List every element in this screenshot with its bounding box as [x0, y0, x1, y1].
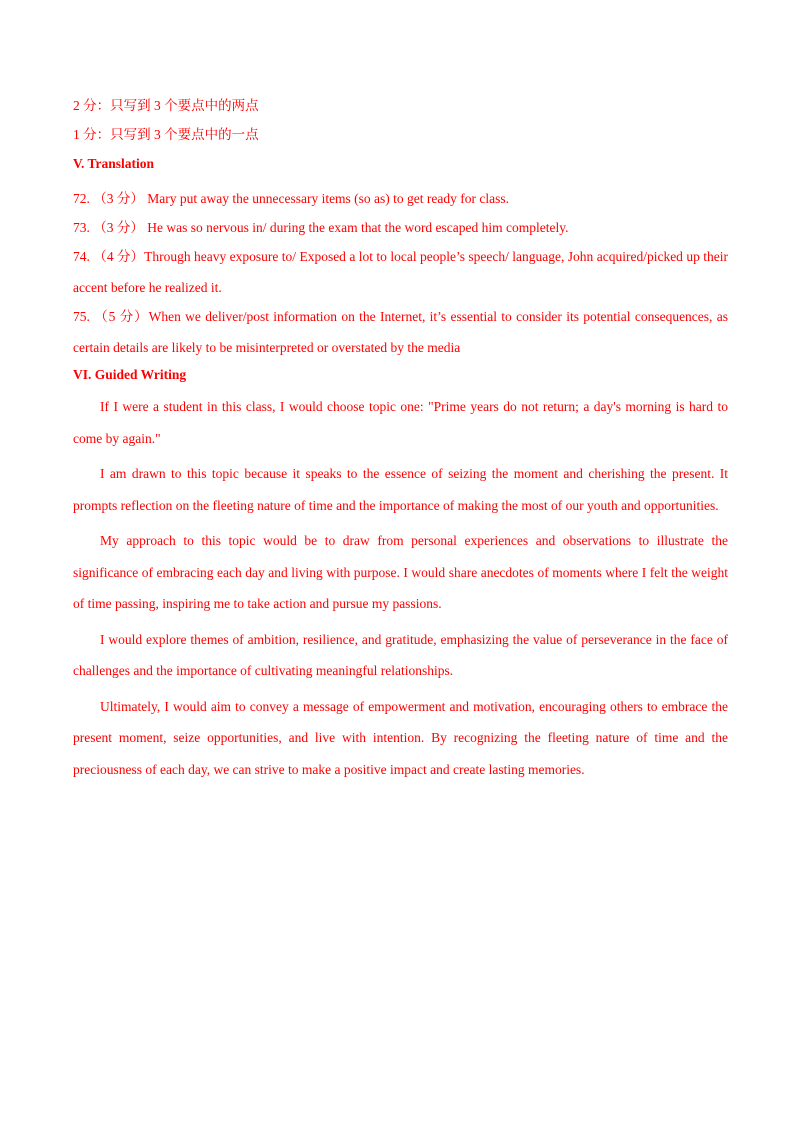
essay-paragraph: If I were a student in this class, I would choose topic one: "Prime years do not return; a day's morning is hard to come by again."	[73, 399, 728, 446]
guided-writing-heading: VI. Guided Writing	[73, 367, 187, 382]
scoring-line-2: 2 分：只写到 3 个要点中的两点	[73, 98, 259, 113]
essay-paragraph: Ultimately, I would aim to convey a message of empowerment and motivation, encouraging others to embrace the present moment, seize opportunities, and live with intention. By recognizing the fleeting nature of time and the preciousness of each day, we can strive to make a positive impact and create lasting memories.	[73, 698, 728, 777]
translation-heading: V. Translation	[73, 156, 155, 171]
document-page	[73, 96, 728, 789]
essay-paragraph: I would explore themes of ambition, resilience, and gratitude, emphasizing the value of perseverance in the face of challenges and the importance of cultivating meaningful relationships.	[73, 631, 728, 678]
essay-paragraph: My approach to this topic would be to draw from personal experiences and observations to illustrate the significance of embracing each day and living with purpose. I would share anecdotes of moments where I felt the weight of time passing, inspiring me to take action and pursue my passions.	[73, 533, 728, 611]
translation-item-75: 75. （5 分）When we deliver/post information on the Internet, it’s essential to consider its potential consequences, as certain details are likely to be misinterpreted or overstated by the media	[73, 309, 728, 355]
translation-item-73: 73. （3 分） He was so nervous in/ during the exam that the word escaped him completely.	[73, 220, 569, 235]
translation-item-72: 72. （3 分） Mary put away the unnecessary items (so as) to get ready for class.	[73, 191, 510, 206]
scoring-line-1: 1 分：只写到 3 个要点中的一点	[73, 127, 259, 142]
essay-paragraph: I am drawn to this topic because it speaks to the essence of seizing the moment and cherishing the present. It prompts reflection on the fleeting nature of time and the importance of making the most of our youth and opportunities.	[73, 466, 728, 513]
translation-item-74: 74. （4 分）Through heavy exposure to/ Exposed a lot to local people’s speech/ language, John acquired/picked up their accent before he realized it.	[73, 249, 728, 295]
